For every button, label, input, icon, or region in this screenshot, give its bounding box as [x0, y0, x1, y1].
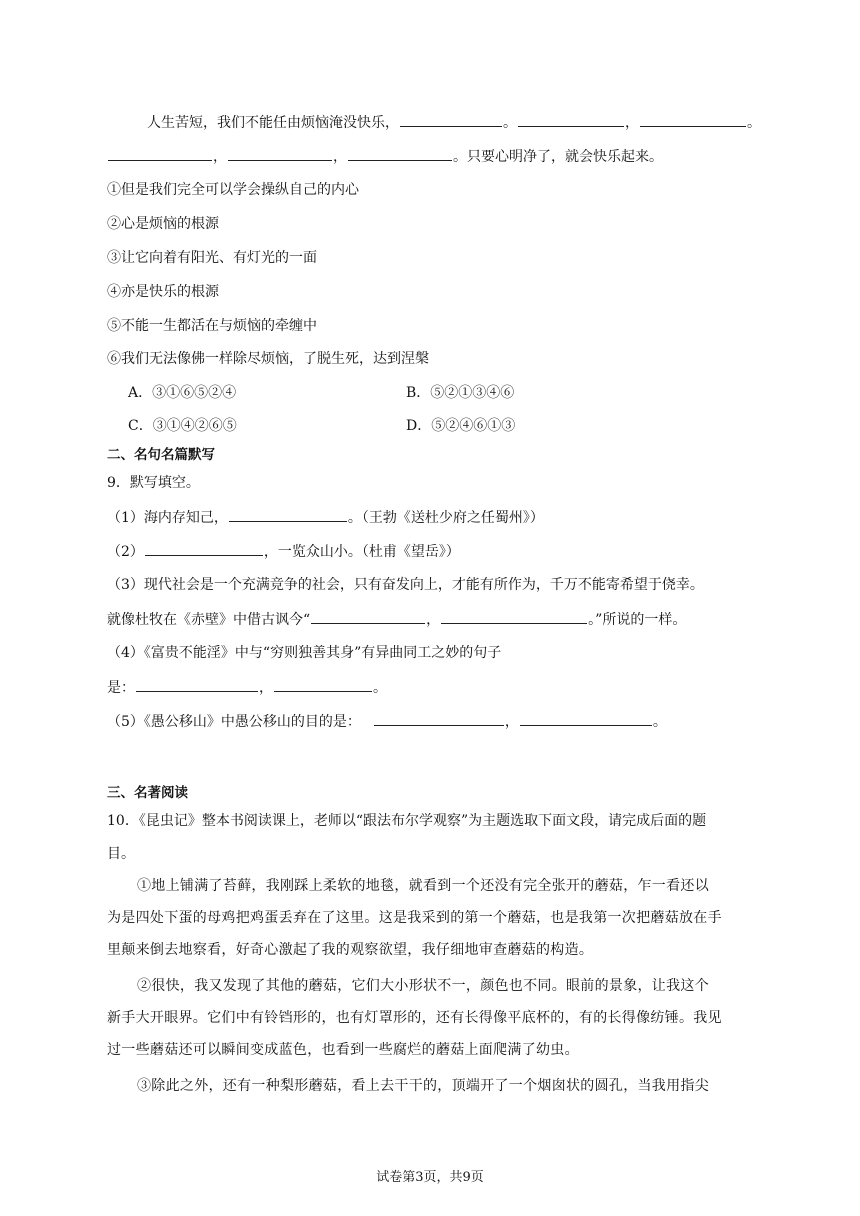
page-footer: 试卷第3页，共9页: [376, 1170, 484, 1185]
answer-blank[interactable]: [348, 147, 452, 161]
answer-blank[interactable]: [136, 678, 258, 692]
q8-text: 。只要心明净了，就会快乐起来。: [453, 149, 663, 165]
question-title: 9．默写填空。: [107, 475, 200, 491]
q8-text: 。: [503, 115, 517, 131]
q8-text: 。: [747, 115, 761, 131]
q8-sentence-line2: [107, 147, 663, 166]
passage-line: ②很快，我又发现了其他的蘑菇，它们大小形状不一，颜色也不同。眼前的景象，让我这个: [137, 978, 709, 994]
q8-item: ④亦是快乐的根源: [107, 284, 219, 300]
answer-blank[interactable]: [228, 147, 332, 161]
q9-text: （1）海内存知己，: [107, 510, 228, 526]
answer-blank[interactable]: [108, 147, 212, 161]
q9-sub4-line2: [107, 678, 387, 697]
q9-text: ，: [426, 612, 441, 628]
q8-item: ②心是烦恼的根源: [107, 216, 219, 232]
option-c[interactable]: C．③①④②⑥⑤: [128, 418, 237, 434]
q9-text: 是：: [107, 680, 135, 696]
answer-blank[interactable]: [520, 712, 652, 726]
q9-sub3-line2: [107, 610, 686, 629]
q9-text: ，: [504, 714, 519, 730]
answer-blank[interactable]: [441, 610, 587, 624]
passage-line: 里颠来倒去地察看，好奇心激起了我的观察欲望，我仔细地审查蘑菇的构造。: [107, 942, 594, 958]
passage-line: 新手大开眼界。它们中有铃铛形的，也有灯罩形的，还有长得像平底杯的，有的长得像纺锤。我见: [107, 1010, 722, 1026]
answer-blank[interactable]: [640, 113, 746, 127]
q8-item: ⑤不能一生都活在与烦恼的牵缠中: [107, 318, 317, 334]
q9-text: （5）《愚公移山》中愚公移山的目的是：: [107, 714, 361, 730]
q8-text: ，: [333, 149, 347, 165]
q8-text: ，: [625, 115, 639, 131]
section-heading: 二、名句名篇默写: [107, 447, 215, 463]
passage-line: 为是四处下蛋的母鸡把鸡蛋丢弃在了这里。这是我采到的第一个蘑菇，也是我第一次把蘑菇放在手: [107, 910, 722, 926]
answer-blank[interactable]: [374, 712, 504, 726]
q9-text: 。”所说的一样。: [588, 612, 687, 628]
option-d[interactable]: D．⑤②④⑥①③: [406, 418, 516, 434]
q9-text: 。（王勃《送杜少府之任蜀州》）: [347, 510, 544, 526]
answer-blank[interactable]: [274, 678, 372, 692]
q9-sub2: [107, 542, 460, 561]
question-title-cont: 目。: [107, 846, 135, 862]
answer-blank[interactable]: [518, 113, 624, 127]
q9-sub5: [107, 712, 667, 731]
answer-blank[interactable]: [229, 508, 347, 522]
section-heading: 三、名著阅读: [107, 785, 188, 801]
q8-sentence-line1: [147, 113, 761, 132]
option-b[interactable]: B．⑤②①③④⑥: [406, 385, 515, 401]
q9-sub3-line1: （3）现代社会是一个充满竞争的社会，只有奋发向上，才能有所作为，千万不能寄希望于侥幸。: [107, 577, 704, 593]
q8-item: ①但是我们完全可以学会操纵自己的内心: [107, 182, 359, 198]
answer-blank[interactable]: [400, 113, 502, 127]
answer-blank[interactable]: [311, 610, 425, 624]
q9-sub1: [107, 508, 544, 527]
q8-item: ③让它向着有阳光、有灯光的一面: [107, 250, 317, 266]
q9-text: 。: [373, 680, 387, 696]
passage-line: ①地上铺满了苔藓，我刚踩上柔软的地毯，就看到一个还没有完全张开的蘑菇，乍一看还以: [137, 878, 709, 894]
passage-line: ③除此之外，还有一种梨形蘑菇，看上去干干的，顶端开了一个烟囱状的圆孔，当我用指尖: [137, 1078, 709, 1094]
q8-item: ⑥我们无法像佛一样除尽烦恼，了脱生死，达到涅槃: [107, 351, 429, 367]
q8-text: 人生苦短，我们不能任由烦恼淹没快乐，: [147, 115, 399, 131]
q9-text: 。: [652, 714, 667, 730]
option-a[interactable]: A．③①⑥⑤②④: [128, 385, 237, 401]
q9-sub4-line1: （4）《富贵不能淫》中与“穷则独善其身”有异曲同工之妙的句子: [107, 645, 502, 661]
q9-text: （2）: [107, 544, 144, 560]
question-title: 10．《昆虫记》整本书阅读课上，老师以“跟法布尔学观察”为主题选取下面文段，请完成后面的题: [107, 813, 707, 829]
passage-line: 过一些蘑菇还可以瞬间变成蓝色，也看到一些腐烂的蘑菇上面爬满了幼虫。: [107, 1042, 579, 1058]
q9-text: ，: [259, 680, 273, 696]
q8-text: ，: [213, 149, 227, 165]
q9-text: 就像杜牧在《赤壁》中借古讽今“: [107, 612, 311, 628]
q9-text: ，一览众山小。（杜甫《望岳》）: [263, 544, 460, 560]
answer-blank[interactable]: [145, 542, 263, 556]
